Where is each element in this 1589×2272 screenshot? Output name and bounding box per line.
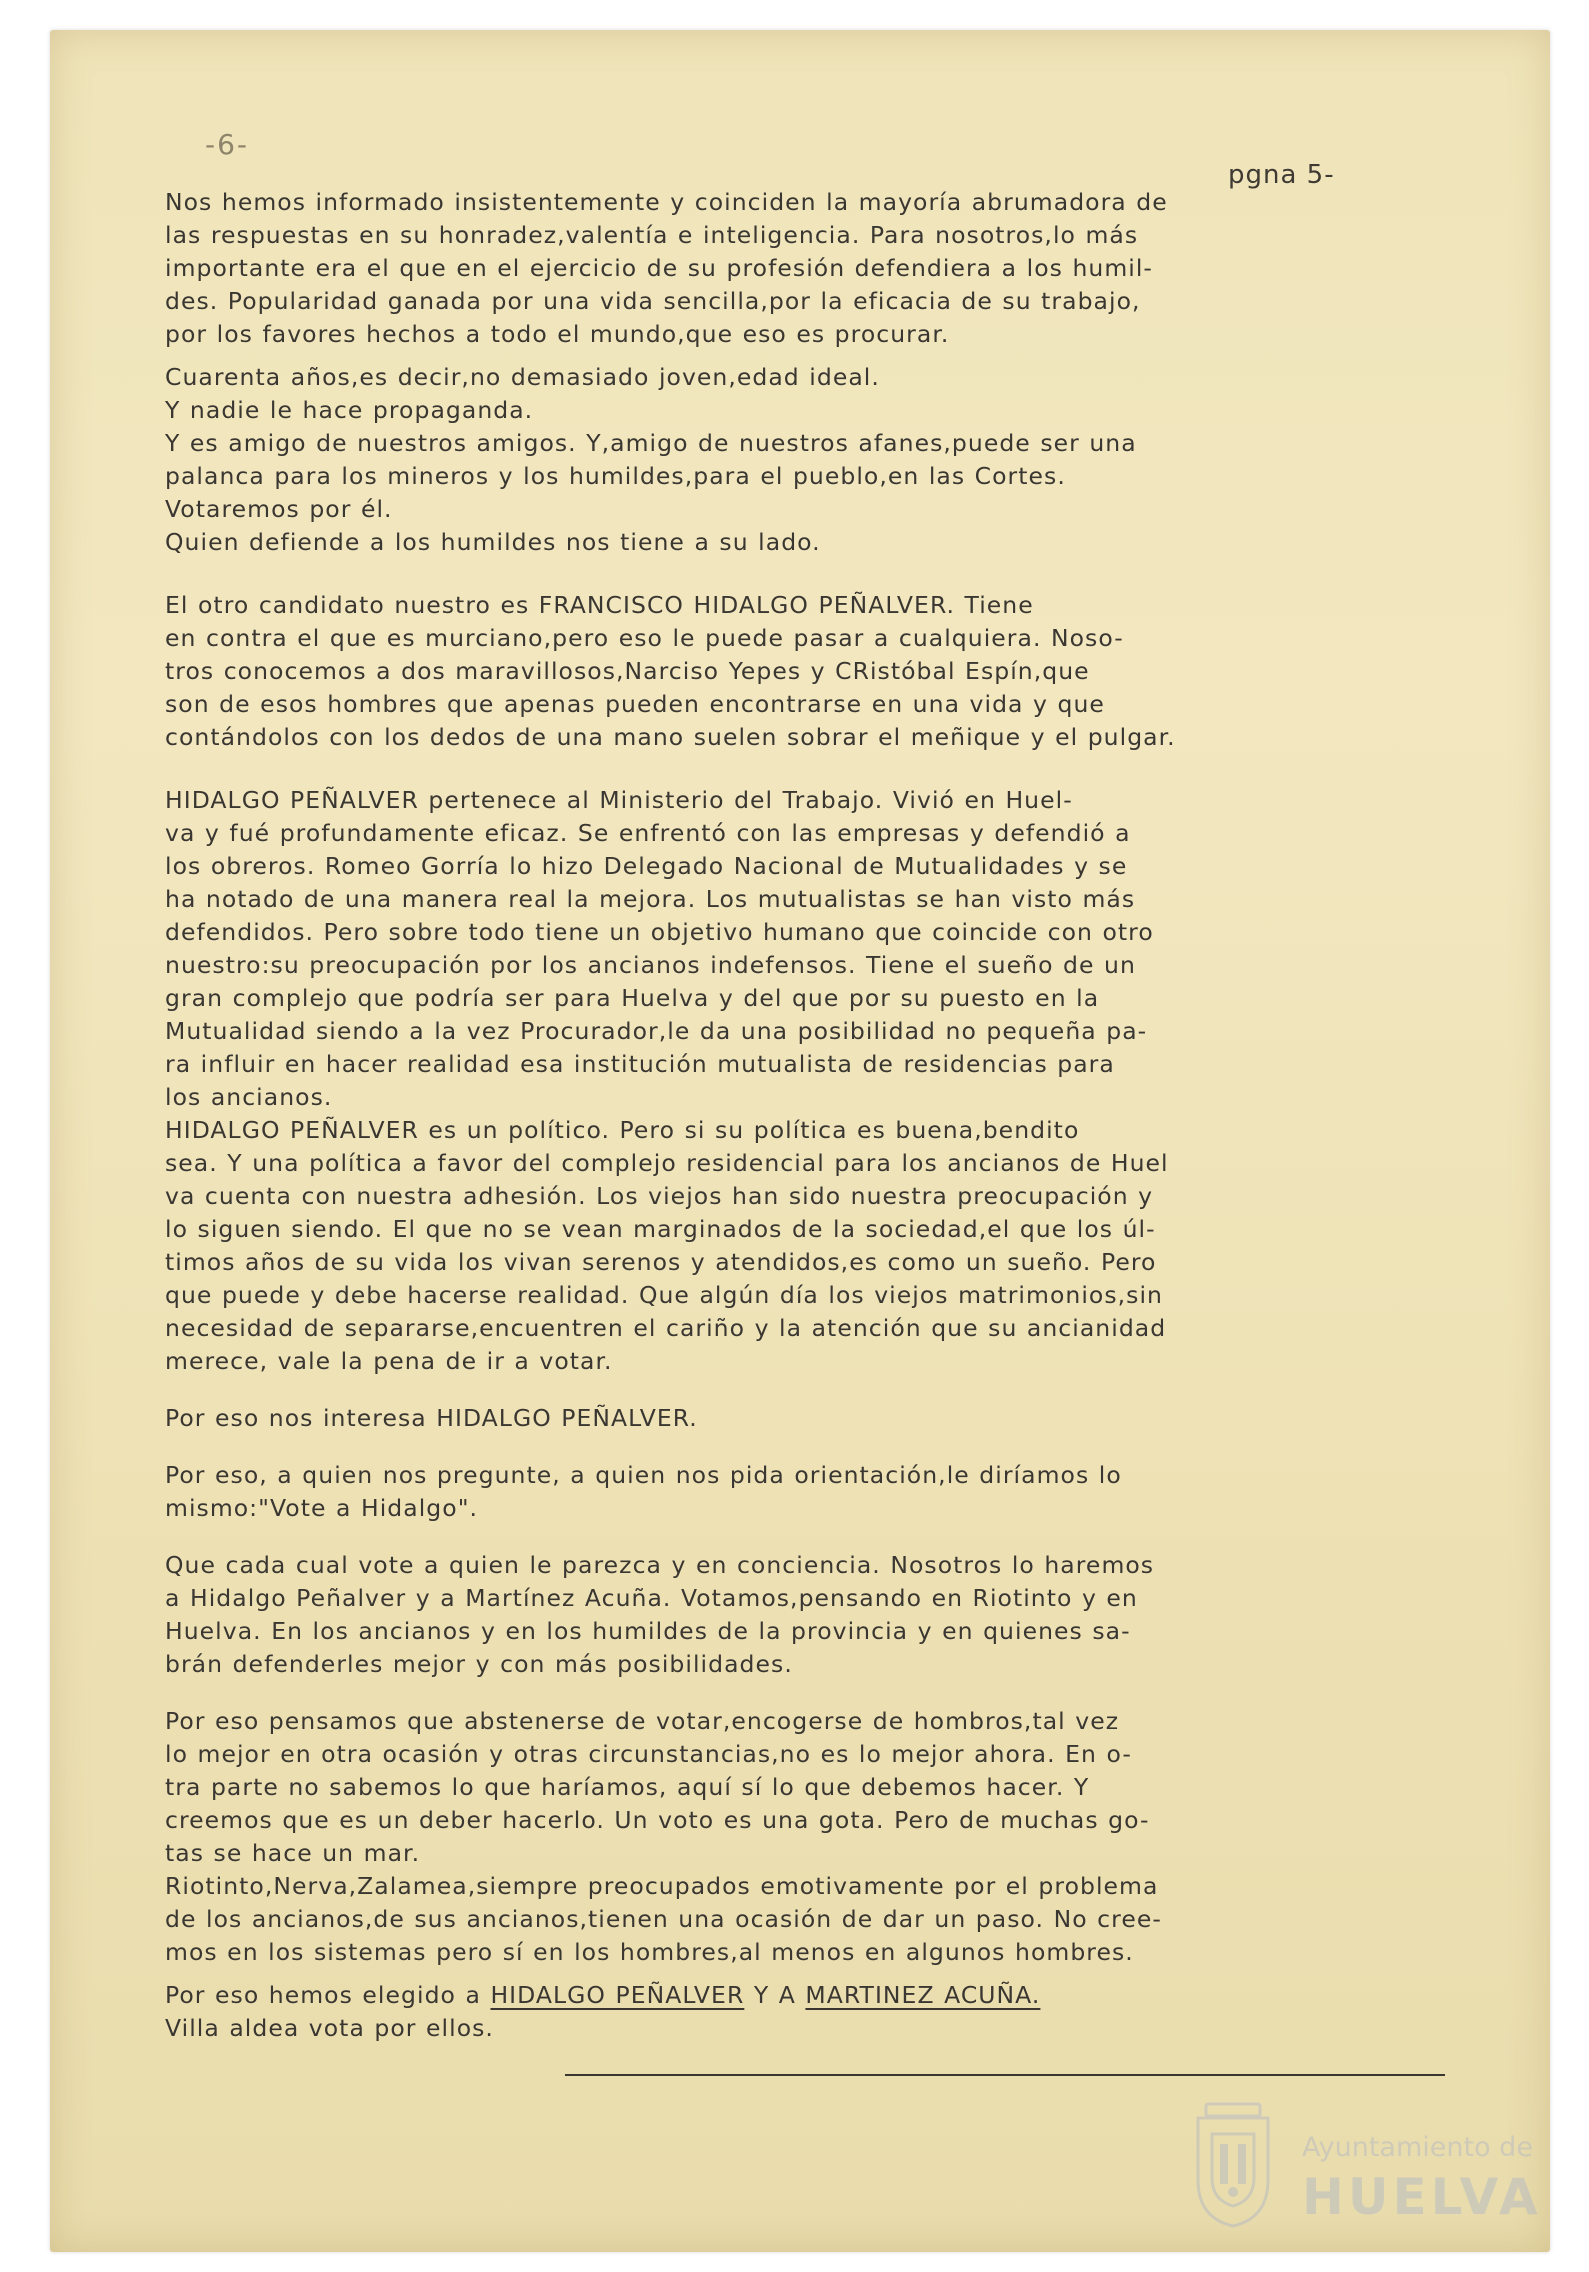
text-line: creemos que es un deber hacerlo. Un voto es una gota. Pero de muchas go- (165, 1806, 1150, 1834)
text-line: sea. Y una política a favor del complejo residencial para los ancianos de Huel (165, 1149, 1169, 1177)
text-line: Quien defiende a los humildes nos tiene a su lado. (165, 528, 821, 556)
text-line: Por eso nos interesa HIDALGO PEÑALVER. (165, 1404, 698, 1432)
text-line: tas se hace un mar. (165, 1839, 421, 1867)
text-line: Mutualidad siendo a la vez Procurador,le da una posibilidad no pequeña pa- (165, 1017, 1148, 1045)
text-line: Y es amigo de nuestros amigos. Y,amigo de nuestros afanes,puede ser una (165, 429, 1137, 457)
paragraph-1 (165, 186, 1435, 351)
text-line: los obreros. Romeo Gorría lo hizo Delegado Nacional de Mutualidades y se (165, 852, 1128, 880)
text-line: en contra el que es murciano,pero eso le puede pasar a cualquiera. Noso- (165, 624, 1124, 652)
closing-line (165, 1979, 1435, 2012)
archive-watermark (1190, 2098, 1542, 2248)
text-line: lo siguen siendo. El que no se vean marginados de la sociedad,el que los úl- (165, 1215, 1156, 1243)
closing-last-line: Villa aldea vota por ellos. (165, 2014, 494, 2042)
text-line: los ancianos. (165, 1083, 333, 1111)
paragraph-4 (165, 784, 1435, 1378)
paragraph-8 (165, 1705, 1435, 1969)
text-line: por los favores hechos a todo el mundo,que eso es procurar. (165, 320, 950, 348)
text-line: necesidad de separarse,encuentren el cariño y la atención que su ancianidad (165, 1314, 1167, 1342)
candidate-name-hidalgo: HIDALGO PEÑALVER (490, 1981, 745, 2009)
text-line: Nos hemos informado insistentemente y coinciden la mayoría abrumadora de (165, 188, 1168, 216)
text-line: HIDALGO PEÑALVER es un político. Pero si su política es buena,bendito (165, 1116, 1080, 1144)
paragraph-5 (165, 1402, 1435, 1435)
text-line: Votaremos por él. (165, 495, 393, 523)
text-line: Huelva. En los ancianos y en los humildes de la provincia y en quienes sa- (165, 1617, 1131, 1645)
paragraph-2 (165, 361, 1435, 559)
text-line: merece, vale la pena de ir a votar. (165, 1347, 613, 1375)
text-line: gran complejo que podría ser para Huelva y del que por su puesto en la (165, 984, 1100, 1012)
text-line: tra parte no sabemos lo que haríamos, aquí sí lo que debemos hacer. Y (165, 1773, 1090, 1801)
text-line: Que cada cual vote a quien le parezca y en conciencia. Nosotros lo haremos (165, 1551, 1155, 1579)
corner-page-mark: -6- (205, 128, 250, 161)
city-coat-of-arms-icon (1190, 2100, 1276, 2230)
closing-prefix: Por eso hemos elegido a (165, 1981, 491, 2009)
text-line: Y nadie le hace propaganda. (165, 396, 534, 424)
text-line: que puede y debe hacerse realidad. Que algún día los viejos matrimonios,sin (165, 1281, 1163, 1309)
text-line: de los ancianos,de sus ancianos,tienen una ocasión de dar un paso. No cree- (165, 1905, 1162, 1933)
text-line: brán defenderles mejor y con más posibilidades. (165, 1650, 793, 1678)
paragraph-3 (165, 589, 1435, 754)
paragraph-7 (165, 1549, 1435, 1681)
watermark-line-1: Ayuntamiento de (1302, 2132, 1533, 2163)
text-line: palanca para los mineros y los humildes,para el pueblo,en las Cortes. (165, 462, 1066, 490)
text-line: ha notado de una manera real la mejora. Los mutualistas se han visto más (165, 885, 1136, 913)
text-line: Riotinto,Nerva,Zalamea,siempre preocupados emotivamente por el problema (165, 1872, 1159, 1900)
text-line: nuestro:su preocupación por los ancianos indefensos. Tiene el sueño de un (165, 951, 1136, 979)
text-line: Cuarenta años,es decir,no demasiado joven,edad ideal. (165, 363, 880, 391)
text-line: contándolos con los dedos de una mano suelen sobrar el meñique y el pulgar. (165, 723, 1176, 751)
watermark-line-2: HUELVA (1302, 2168, 1542, 2226)
paragraph-6 (165, 1459, 1435, 1525)
text-line: va y fué profundamente eficaz. Se enfrentó con las empresas y defendió a (165, 819, 1131, 847)
closing-middle: Y A (744, 1981, 806, 2009)
text-line: des. Popularidad ganada por una vida sencilla,por la eficacia de su trabajo, (165, 287, 1141, 315)
text-line: las respuestas en su honradez,valentía e inteligencia. Para nosotros,lo más (165, 221, 1139, 249)
text-line: va cuenta con nuestra adhesión. Los viejos han sido nuestra preocupación y (165, 1182, 1154, 1210)
closing-paragraph (165, 1979, 1435, 2045)
candidate-name-martinez: MARTINEZ ACUÑA. (805, 1981, 1041, 2009)
text-line: Por eso, a quien nos pregunte, a quien nos pida orientación,le diríamos lo (165, 1461, 1122, 1489)
text-line: tros conocemos a dos maravillosos,Narciso Yepes y CRistóbal Espín,que (165, 657, 1090, 685)
closing-rule (565, 2074, 1445, 2076)
text-line: El otro candidato nuestro es FRANCISCO HIDALGO PEÑALVER. Tiene (165, 591, 1034, 619)
text-line: HIDALGO PEÑALVER pertenece al Ministerio del Trabajo. Vivió en Huel- (165, 786, 1073, 814)
text-line: mos en los sistemas pero sí en los hombres,al menos en algunos hombres. (165, 1938, 1134, 1966)
text-line: son de esos hombres que apenas pueden encontrarse en una vida y que (165, 690, 1105, 718)
text-line: timos años de su vida los vivan serenos y atendidos,es como un sueño. Pero (165, 1248, 1157, 1276)
text-line: ra influir en hacer realidad esa institución mutualista de residencias para (165, 1050, 1115, 1078)
text-line: Por eso pensamos que abstenerse de votar,encogerse de hombros,tal vez (165, 1707, 1120, 1735)
text-line: a Hidalgo Peñalver y a Martínez Acuña. Votamos,pensando en Riotinto y en (165, 1584, 1138, 1612)
text-line: defendidos. Pero sobre todo tiene un objetivo humano que coincide con otro (165, 918, 1154, 946)
text-line: importante era el que en el ejercicio de su profesión defendiera a los humil- (165, 254, 1153, 282)
text-line: mismo:"Vote a Hidalgo". (165, 1494, 479, 1522)
text-line: lo mejor en otra ocasión y otras circunstancias,no es lo mejor ahora. En o- (165, 1740, 1132, 1768)
document-body (165, 186, 1435, 2045)
page-label: pgna 5- (1228, 160, 1335, 190)
